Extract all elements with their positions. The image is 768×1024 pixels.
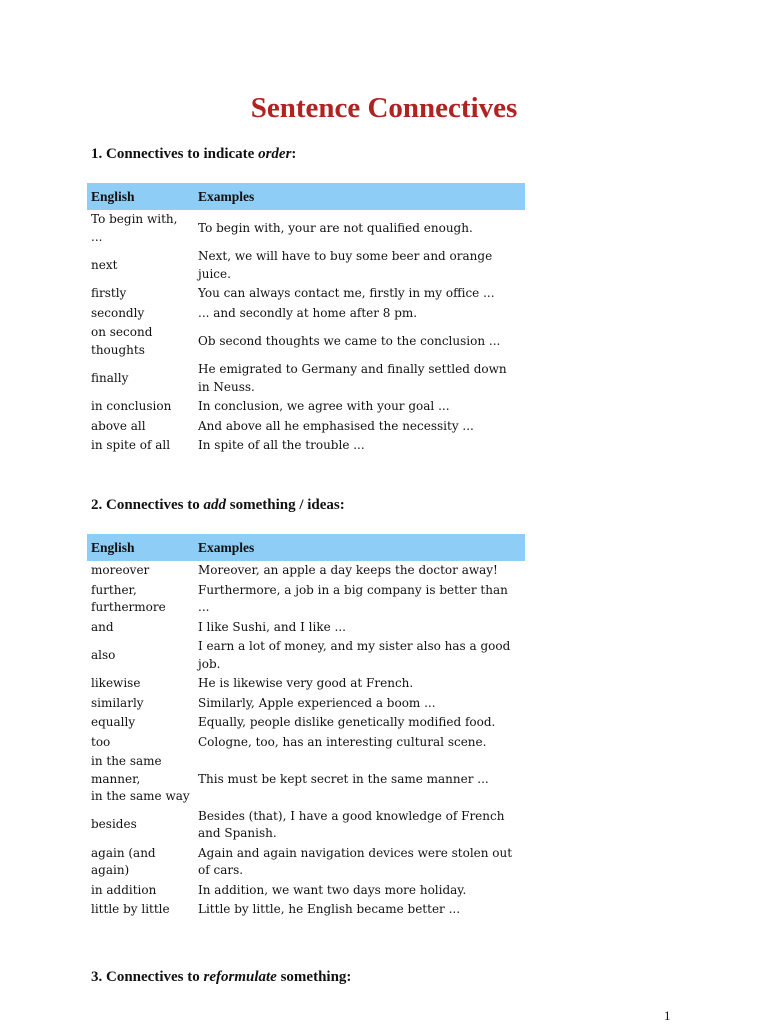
table-row bbox=[87, 674, 525, 694]
section-heading-order bbox=[91, 146, 296, 163]
example-cell: This must be kept secret in the same manner ... bbox=[198, 771, 489, 786]
table-row bbox=[87, 618, 525, 638]
connective-cell: in addition bbox=[91, 882, 157, 897]
table-header-row bbox=[87, 534, 525, 561]
table-row bbox=[87, 844, 525, 881]
connective-cell: little by little bbox=[91, 902, 170, 916]
example-cell: Little by little, he English became better ... bbox=[198, 902, 461, 916]
connective-cell: too bbox=[91, 734, 111, 749]
example-cell: You can always contact me, firstly in my office ... bbox=[198, 286, 495, 300]
connectives-table-add bbox=[87, 534, 525, 920]
connective-cell: besides bbox=[91, 817, 137, 832]
table-row bbox=[87, 304, 525, 324]
connective-cell: secondly bbox=[91, 305, 145, 320]
heading-emphasis: order bbox=[258, 146, 292, 162]
example-cell: Again and again navigation devices were stolen out of cars. bbox=[198, 845, 513, 877]
connective-cell: further, furthermore bbox=[91, 582, 166, 614]
example-cell: In spite of all the trouble ... bbox=[198, 438, 365, 452]
connective-cell: in spite of all bbox=[91, 438, 171, 452]
column-header-examples: Examples bbox=[194, 183, 525, 210]
connective-cell: also bbox=[91, 647, 116, 662]
example-cell: And above all he emphasised the necessity ... bbox=[198, 418, 474, 433]
section-heading-add bbox=[91, 497, 345, 514]
heading-emphasis: add bbox=[203, 497, 226, 513]
table-row bbox=[87, 397, 525, 417]
example-cell: Ob second thoughts we came to the conclusion ... bbox=[198, 333, 501, 348]
connective-cell: on second thoughts bbox=[91, 325, 153, 357]
table-row bbox=[87, 247, 525, 284]
heading-text: something / ideas: bbox=[226, 497, 345, 513]
heading-text: : bbox=[291, 146, 297, 162]
heading-text: something: bbox=[276, 969, 352, 985]
connective-cell: next bbox=[91, 257, 118, 272]
example-cell: He is likewise very good at French. bbox=[198, 676, 414, 690]
connective-cell: likewise bbox=[91, 676, 141, 690]
table-row bbox=[87, 284, 525, 304]
column-header-examples: Examples bbox=[194, 534, 525, 561]
heading-text: 3. Connectives to bbox=[91, 969, 204, 985]
example-cell: Cologne, too, has an interesting cultural scene. bbox=[198, 734, 487, 749]
example-cell: Furthermore, a job in a big company is better than ... bbox=[198, 582, 508, 614]
table-row bbox=[87, 752, 525, 807]
table-row bbox=[87, 694, 525, 714]
table-row bbox=[87, 637, 525, 674]
column-header-english: English bbox=[87, 534, 194, 561]
heading-text: 1. Connectives to indicate bbox=[91, 146, 259, 162]
connective-cell: in conclusion bbox=[91, 399, 172, 413]
connective-cell: moreover bbox=[91, 563, 150, 577]
page-title: Sentence Connectives bbox=[250, 92, 518, 124]
table-row bbox=[87, 581, 525, 618]
table-row bbox=[87, 210, 525, 247]
table-row bbox=[87, 360, 525, 397]
table-row bbox=[87, 323, 525, 360]
page-number: 1 bbox=[664, 1008, 671, 1023]
connective-cell: finally bbox=[91, 370, 129, 385]
section-heading-reformulate bbox=[91, 969, 351, 986]
heading-text: 2. Connectives to bbox=[91, 497, 204, 513]
connective-cell: similarly bbox=[91, 695, 144, 710]
example-cell: To begin with, your are not qualified enough. bbox=[198, 220, 473, 235]
table-row bbox=[87, 733, 525, 753]
column-header-english: English bbox=[87, 183, 194, 210]
connectives-table-order bbox=[87, 183, 525, 456]
connective-cell: again (and again) bbox=[91, 845, 156, 877]
table-header-row bbox=[87, 183, 525, 210]
table-row bbox=[87, 713, 525, 733]
connective-cell: and bbox=[91, 619, 114, 634]
example-cell: Equally, people dislike genetically modified food. bbox=[198, 715, 496, 729]
table-row bbox=[87, 417, 525, 437]
connective-cell: above all bbox=[91, 418, 146, 433]
example-cell: Next, we will have to buy some beer and orange juice. bbox=[198, 249, 493, 281]
connective-cell: To begin with, ... bbox=[91, 212, 178, 244]
example-cell: In conclusion, we agree with your goal ... bbox=[198, 399, 450, 413]
table-row bbox=[87, 881, 525, 901]
table-row bbox=[87, 900, 525, 920]
table-row bbox=[87, 807, 525, 844]
example-cell: Besides (that), I have a good knowledge of French and Spanish. bbox=[198, 808, 505, 840]
example-cell: ... and secondly at home after 8 pm. bbox=[198, 305, 418, 320]
example-cell: I like Sushi, and I like ... bbox=[198, 619, 346, 634]
table-row bbox=[87, 561, 525, 581]
connective-cell: in the same manner, in the same way bbox=[91, 754, 190, 803]
table-row bbox=[87, 436, 525, 456]
connective-cell: firstly bbox=[91, 286, 127, 300]
heading-emphasis: reformulate bbox=[203, 969, 277, 985]
example-cell: In addition, we want two days more holiday. bbox=[198, 882, 467, 897]
example-cell: He emigrated to Germany and finally settled down in Neuss. bbox=[198, 362, 507, 394]
connective-cell: equally bbox=[91, 715, 136, 729]
example-cell: Similarly, Apple experienced a boom ... bbox=[198, 695, 436, 710]
example-cell: Moreover, an apple a day keeps the doctor away! bbox=[198, 563, 498, 577]
example-cell: I earn a lot of money, and my sister also has a good job. bbox=[198, 639, 511, 671]
